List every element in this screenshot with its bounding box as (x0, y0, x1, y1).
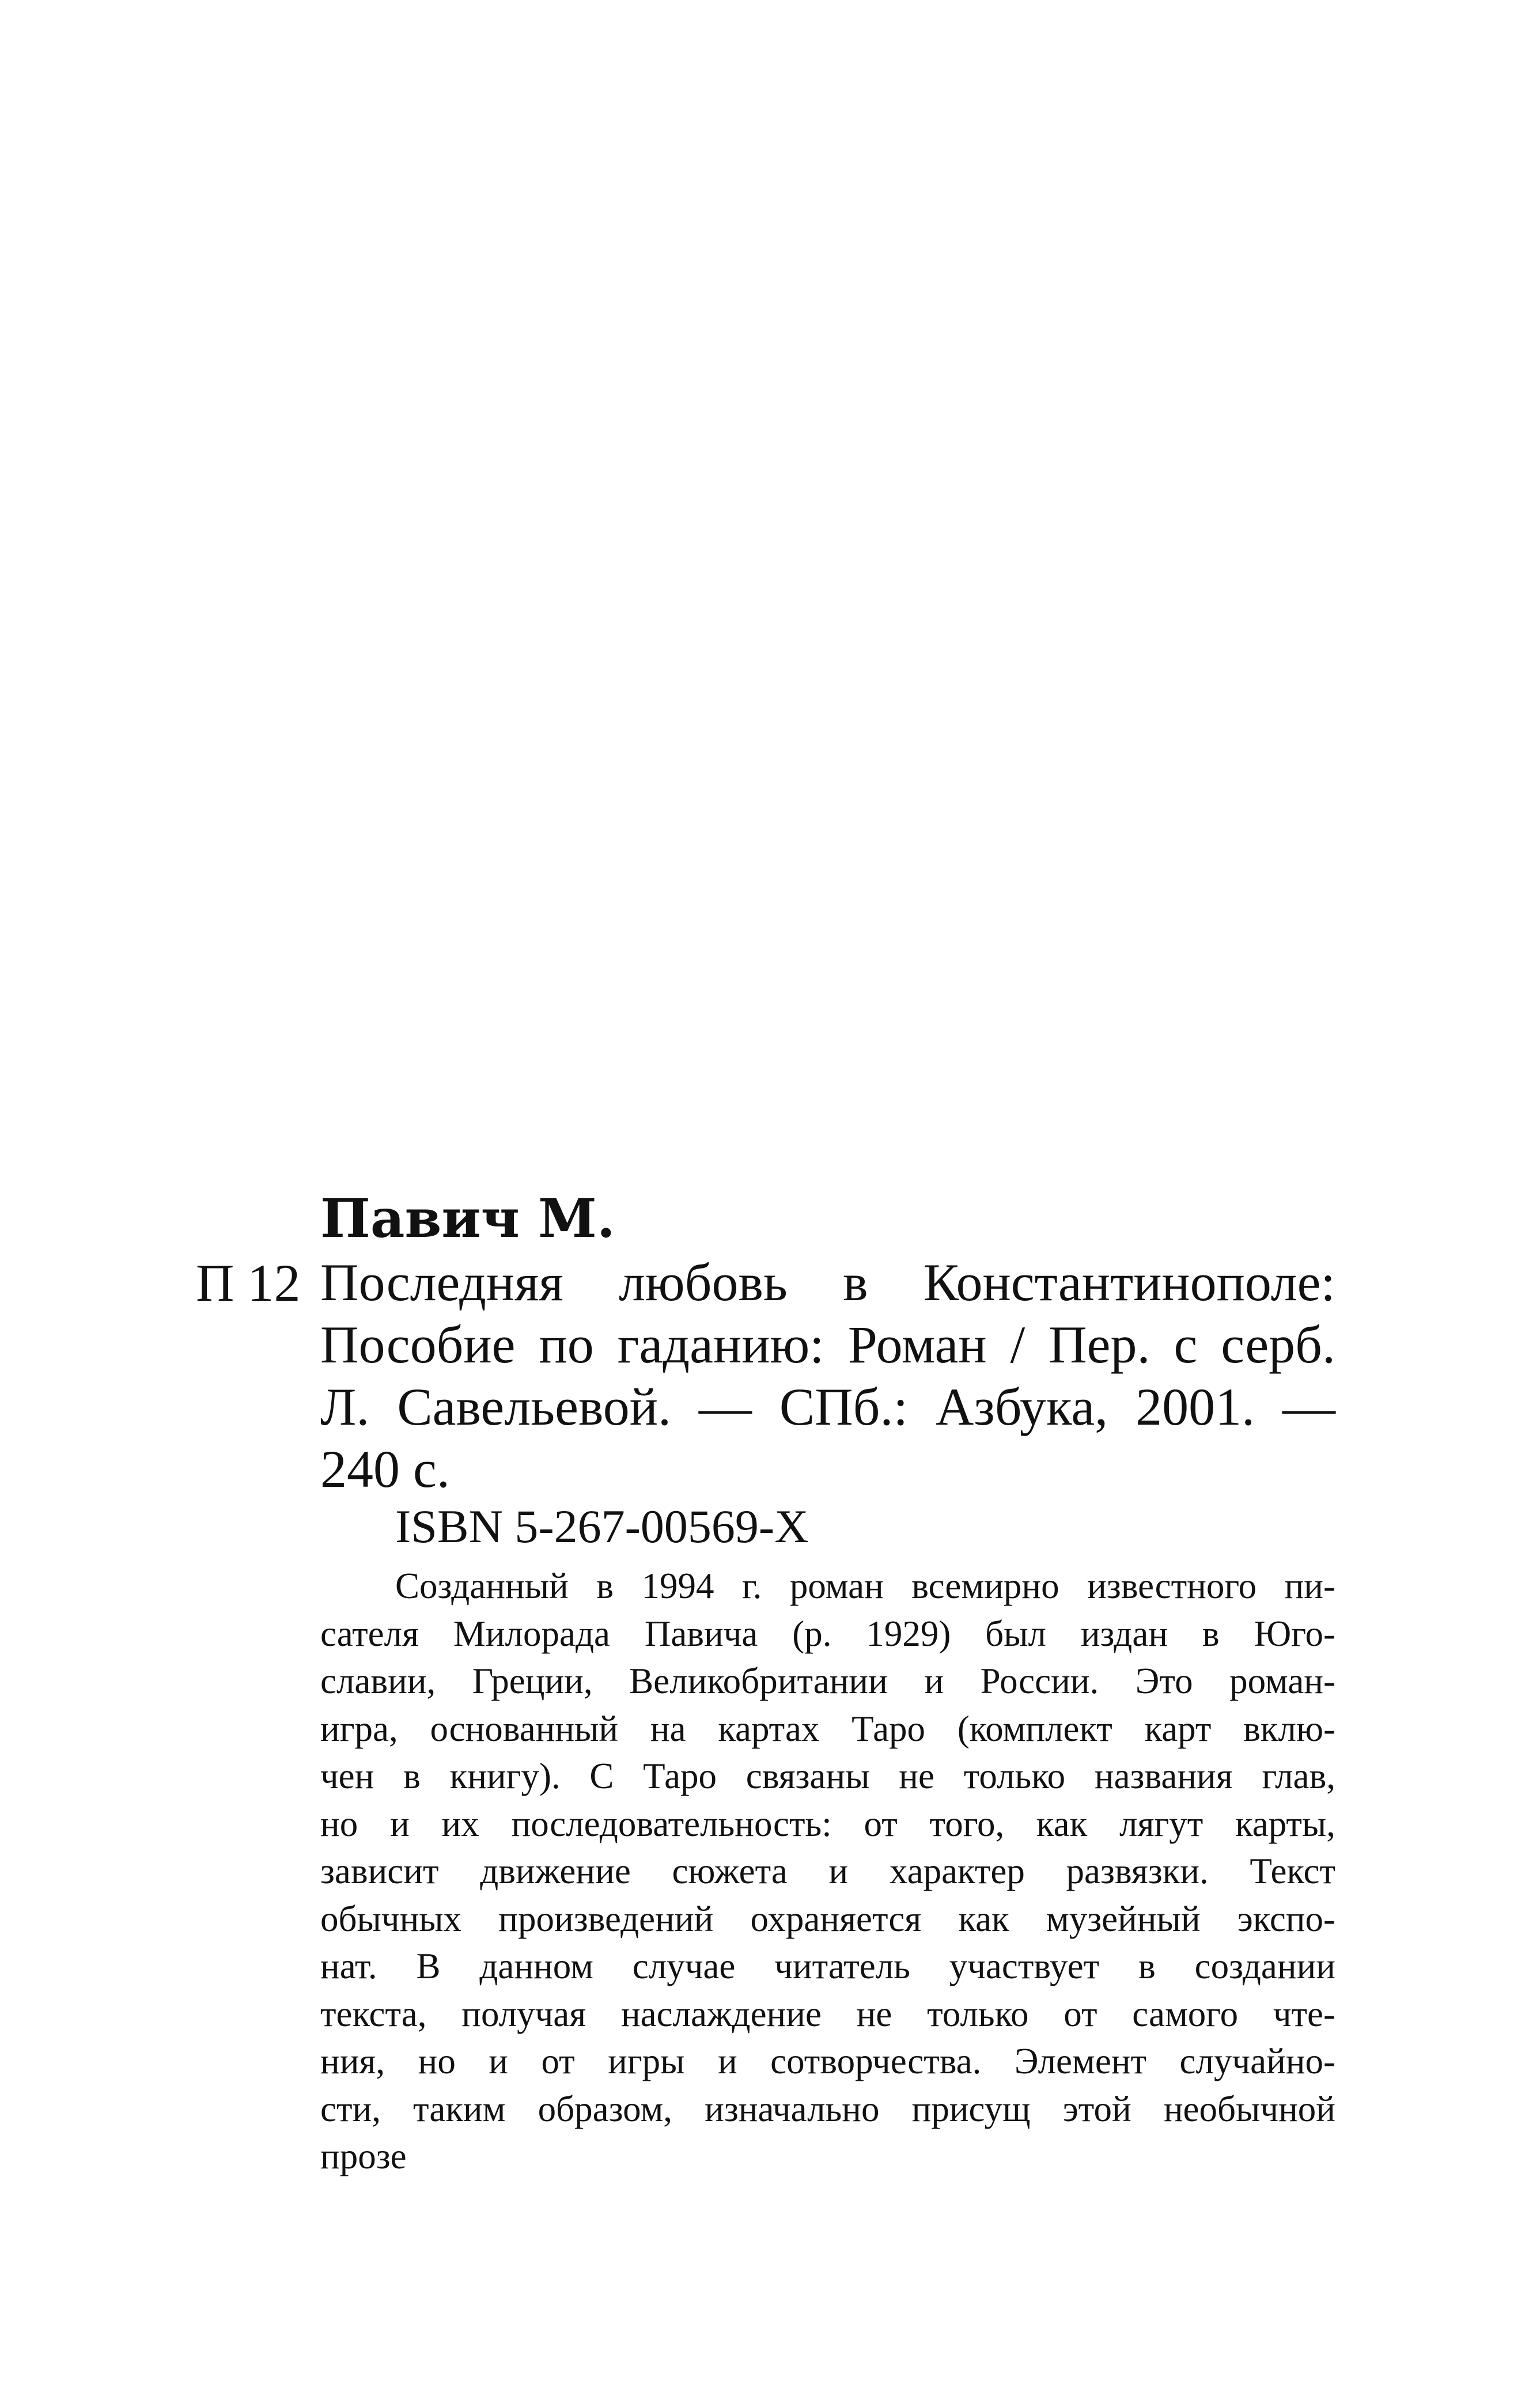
bibliographic-entry (320, 1251, 1335, 1500)
entry-line: Л. Савельевой. — СПб.: Азбука, 2001. — (320, 1377, 1335, 1436)
annotation-line: зависит движение сюжета и характер развязки. Текст (320, 1851, 1335, 1891)
isbn-line: ISBN 5-267-00569-X (395, 1500, 809, 1553)
annotation-line: ния, но и от игры и сотворчества. Элемент случайно- (320, 2041, 1335, 2081)
annotation-line: игра, основанный на картах Таро (комплект карт вклю- (320, 1708, 1335, 1749)
annotation-line: обычных произведений охраняется как музейный экспо- (320, 1898, 1335, 1939)
annotation-line: Созданный в 1994 г. роман всемирно известного пи- (395, 1566, 1335, 1606)
annotation-line: славии, Греции, Великобритании и России. Это роман- (320, 1661, 1335, 1701)
annotation-paragraph (320, 1562, 1335, 2180)
entry-line: Пособие по гаданию: Роман / Пер. с серб. (320, 1315, 1335, 1374)
entry-line: Последняя любовь в Константинополе: (320, 1253, 1335, 1312)
annotation-line: нат. В данном случае читатель участвует в создании (320, 1946, 1335, 1986)
annotation-line: но и их последовательность: от того, как лягут карты, (320, 1803, 1335, 1844)
author-heading: Павич М. (320, 1187, 615, 1250)
annotation-line: сти, таким образом, изначально присущ этой необычной (320, 2088, 1335, 2129)
annotation-line: чен в книгу). С Таро связаны не только названия глав, (320, 1756, 1335, 1796)
annotation-line: сателя Милорада Павича (р. 1929) был издан в Юго- (320, 1613, 1335, 1654)
classification-code: П 12 (196, 1254, 301, 1312)
annotation-line: прозе (320, 2136, 407, 2176)
annotation-line: текста, получая наслаждение не только от самого чте- (320, 1993, 1335, 2034)
entry-line: 240 с. (320, 1440, 450, 1498)
